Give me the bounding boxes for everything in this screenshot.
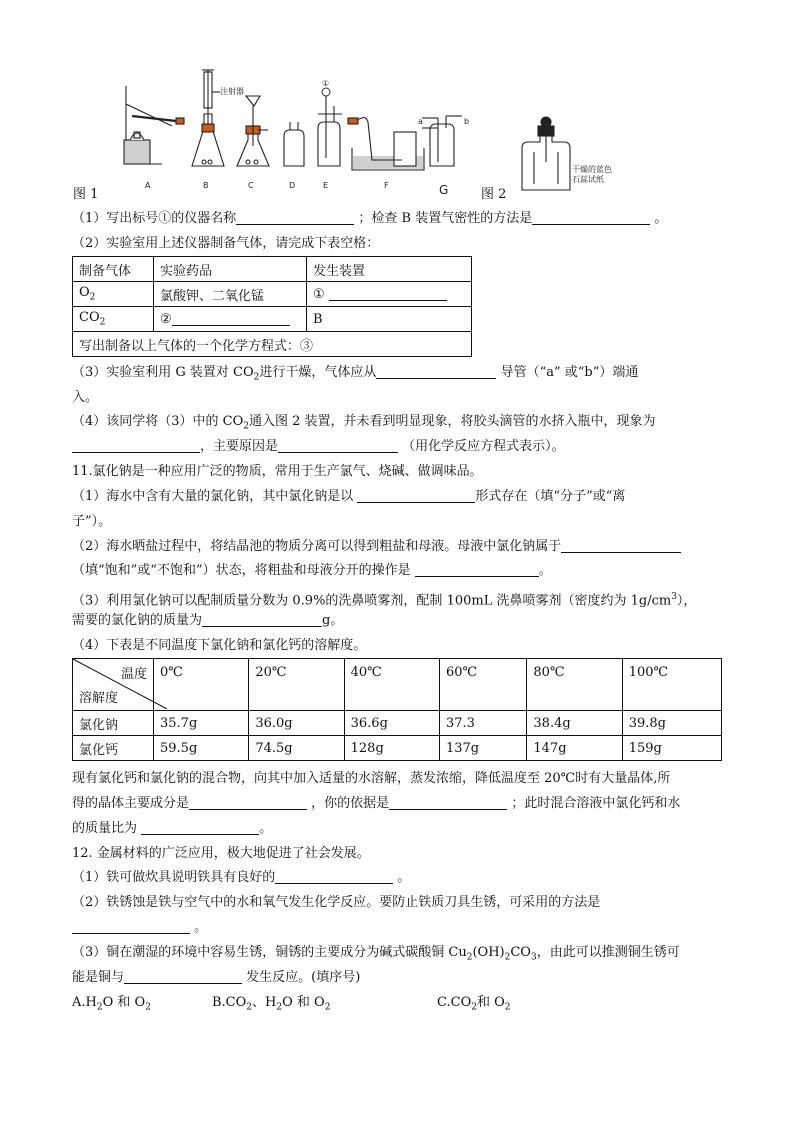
q12-part2-cont: 。 bbox=[72, 919, 207, 937]
apparatus-a bbox=[124, 86, 184, 164]
q11-part3-cont: 需要的氯化钠的质量为 g。 bbox=[72, 613, 344, 628]
q12-intro: 12. 金属材料的广泛应用，极大地促进了社会发展。 bbox=[72, 846, 370, 861]
table-cell: 37.3 bbox=[439, 711, 526, 736]
temp-header: 40℃ bbox=[344, 659, 439, 711]
apparatus-drawing bbox=[72, 66, 712, 198]
q12-part3-cont: 能是铜与 发生反应。(填序号) bbox=[72, 970, 361, 985]
corner-top-label: 温度 bbox=[120, 667, 147, 682]
q12-option-b[interactable]: $B.CO_2$、$H_2O$ 和 $O_2$ bbox=[212, 995, 331, 1013]
answer-blank[interactable] bbox=[172, 311, 290, 326]
apparatus-e bbox=[318, 88, 342, 166]
gas-prep-table bbox=[72, 256, 472, 357]
q12-part2: （2）铁锈蚀是铁与空气中的水和氧气发生化学反应。要防止铁质刀具生锈，可采用的方法是 bbox=[72, 895, 601, 910]
table-cell: 35.7g bbox=[154, 711, 249, 736]
answer-blank[interactable] bbox=[389, 795, 507, 810]
temp-header: 20℃ bbox=[249, 659, 344, 711]
table-cell: 59.5g bbox=[154, 736, 249, 761]
answer-blank[interactable] bbox=[72, 438, 200, 453]
answer-blank[interactable] bbox=[532, 210, 650, 225]
table-cell: 74.5g bbox=[249, 736, 344, 761]
syringe-label: 注射器 bbox=[220, 87, 244, 96]
table-cell: 159g bbox=[622, 736, 721, 761]
q10-part4: （4）该同学将（3）中的 $CO_2$通入图 2 装置，并未看到明显现象，将胶头滴管的水挤入瓶中，现象为 bbox=[72, 414, 656, 432]
table-cell: 128g bbox=[344, 736, 439, 761]
q11-part2-cont: （填“饱和”或“不饱和”）状态，将粗盐和母液分开的操作是 。 bbox=[72, 563, 552, 578]
label-e: E bbox=[323, 181, 329, 190]
q11-part4: （4）下表是不同温度下氯化钠和氯化钙的溶解度。 bbox=[72, 638, 367, 653]
apparatus-figure bbox=[72, 66, 712, 198]
label-f: F bbox=[384, 181, 389, 190]
q11-part5-cont: 得的晶体主要成分是 ，你的依据是 ；此时混合溶液中氯化钙和水 bbox=[72, 796, 681, 811]
table-cell: B bbox=[307, 307, 472, 332]
apparatus-fig2 bbox=[522, 117, 570, 190]
q10-part3: （3）实验室利用 G 装置对 $CO_2$进行干燥，气体应从 导管（“a” 或“b”）端通 bbox=[72, 365, 639, 383]
table-cell: 137g bbox=[439, 736, 526, 761]
label-g: G bbox=[439, 183, 449, 197]
tube-b-label: b bbox=[464, 117, 470, 126]
temp-header: 80℃ bbox=[527, 659, 622, 711]
answer-blank[interactable] bbox=[329, 286, 447, 301]
q12-option-c[interactable]: $C.CO_2$和 $O_2$ bbox=[437, 995, 511, 1013]
table-corner bbox=[73, 659, 154, 711]
table-header: 发生装置 bbox=[307, 257, 472, 282]
q11-part3: （3）利用氯化钠可以配制质量分数为 0.9%的洗鼻喷雾剂，配制 100mL 洗鼻喷雾剂（密度约为 $1g/cm^3$）， bbox=[72, 592, 697, 609]
temp-header: 60℃ bbox=[439, 659, 526, 711]
q10-part4-cont: ，主要原因是 （用化学反应方程式表示）。 bbox=[72, 438, 565, 456]
marker-1: ① bbox=[322, 79, 330, 88]
q10-part1: （1）写出标号①的仪器名称 ；检查 B 装置气密性的方法是 。 bbox=[72, 211, 668, 226]
apparatus-b bbox=[192, 70, 224, 166]
table-cell: 39.8g bbox=[622, 711, 721, 736]
answer-blank[interactable] bbox=[124, 969, 242, 984]
q11-intro: 11.氯化钠是一种应用广泛的物质，常用于生产氯气、烧碱、做调味品。 bbox=[72, 464, 483, 479]
answer-blank[interactable] bbox=[202, 612, 322, 627]
table-cell: $O_2$ bbox=[73, 282, 154, 307]
table-cell: 147g bbox=[527, 736, 622, 761]
answer-blank[interactable] bbox=[561, 538, 681, 553]
q12-part3: （3）铜在潮湿的环境中容易生锈，铜锈的主要成分为碱式碳酸铜 $Cu_2(OH)_2CO_3$，由此可以推测铜生锈可 bbox=[72, 945, 680, 963]
label-c: C bbox=[248, 181, 254, 190]
answer-blank[interactable] bbox=[189, 795, 307, 810]
table-header: 制备气体 bbox=[73, 257, 154, 282]
label-b: B bbox=[203, 181, 209, 190]
q11-part1-cont: 子”）。 bbox=[72, 514, 112, 529]
fig1-caption: 图 1 bbox=[73, 187, 99, 202]
table-cell: 36.6g bbox=[344, 711, 439, 736]
tube-a-label: a bbox=[418, 117, 423, 126]
fig2-note-1: 干燥的蓝色 bbox=[572, 165, 612, 174]
q11-part5: 现有氯化钙和氯化钠的混合物，向其中加入适量的水溶解，蒸发浓缩，降低温度至 20℃时有大量晶体,所 bbox=[72, 771, 671, 786]
answer-blank[interactable] bbox=[376, 364, 496, 379]
table-cell: 写出制备以上气体的一个化学方程式：③ bbox=[73, 332, 472, 357]
row-name: 氯化钠 bbox=[73, 711, 154, 736]
label-a: A bbox=[145, 181, 151, 190]
answer-blank[interactable] bbox=[141, 820, 259, 835]
table-cell: 氯酸钾、二氧化锰 bbox=[154, 282, 307, 307]
table-cell: ① bbox=[307, 282, 472, 307]
table-cell: $CO_2$ bbox=[73, 307, 154, 332]
answer-blank[interactable] bbox=[357, 488, 475, 503]
row-name: 氯化钙 bbox=[73, 736, 154, 761]
table-cell: 36.0g bbox=[249, 711, 344, 736]
label-d: D bbox=[289, 181, 296, 190]
table-cell: ② bbox=[154, 307, 307, 332]
q11-part2: （2）海水晒盐过程中，将结晶池的物质分离可以得到粗盐和母液。母液中氯化钠属于 bbox=[72, 538, 681, 556]
corner-bottom-label: 溶解度 bbox=[79, 691, 119, 706]
table-header: 实验药品 bbox=[154, 257, 307, 282]
answer-blank[interactable] bbox=[278, 438, 398, 453]
temp-header: 100℃ bbox=[622, 659, 721, 711]
answer-blank[interactable] bbox=[72, 919, 190, 934]
apparatus-g bbox=[422, 116, 462, 166]
fig2-caption: 图 2 bbox=[481, 187, 507, 202]
q12-part1: （1）铁可做炊具说明铁具有良好的 。 bbox=[72, 870, 411, 885]
q11-part1: （1）海水中含有大量的氯化钠，其中氯化钠是以 形式存在（填“分子”或“离 bbox=[72, 489, 626, 504]
q10-part3-cont: 入。 bbox=[72, 390, 99, 405]
q12-option-a[interactable]: $A.H_2O$ 和 $O_2$ bbox=[72, 995, 151, 1013]
q10-part2: （2）实验室用上述仪器制备气体，请完成下表空格： bbox=[72, 236, 380, 251]
answer-blank[interactable] bbox=[236, 210, 354, 225]
temp-header: 0℃ bbox=[154, 659, 249, 711]
apparatus-f bbox=[348, 118, 424, 171]
apparatus-d bbox=[284, 122, 304, 166]
answer-blank[interactable] bbox=[275, 869, 393, 884]
apparatus-c bbox=[237, 96, 269, 166]
answer-blank[interactable] bbox=[415, 562, 539, 577]
q11-part5-end: 的质量比为 。 bbox=[72, 821, 273, 836]
solubility-table bbox=[72, 658, 722, 761]
table-cell: 38.4g bbox=[527, 711, 622, 736]
fig2-note-2: 石蕊试纸 bbox=[572, 175, 604, 184]
